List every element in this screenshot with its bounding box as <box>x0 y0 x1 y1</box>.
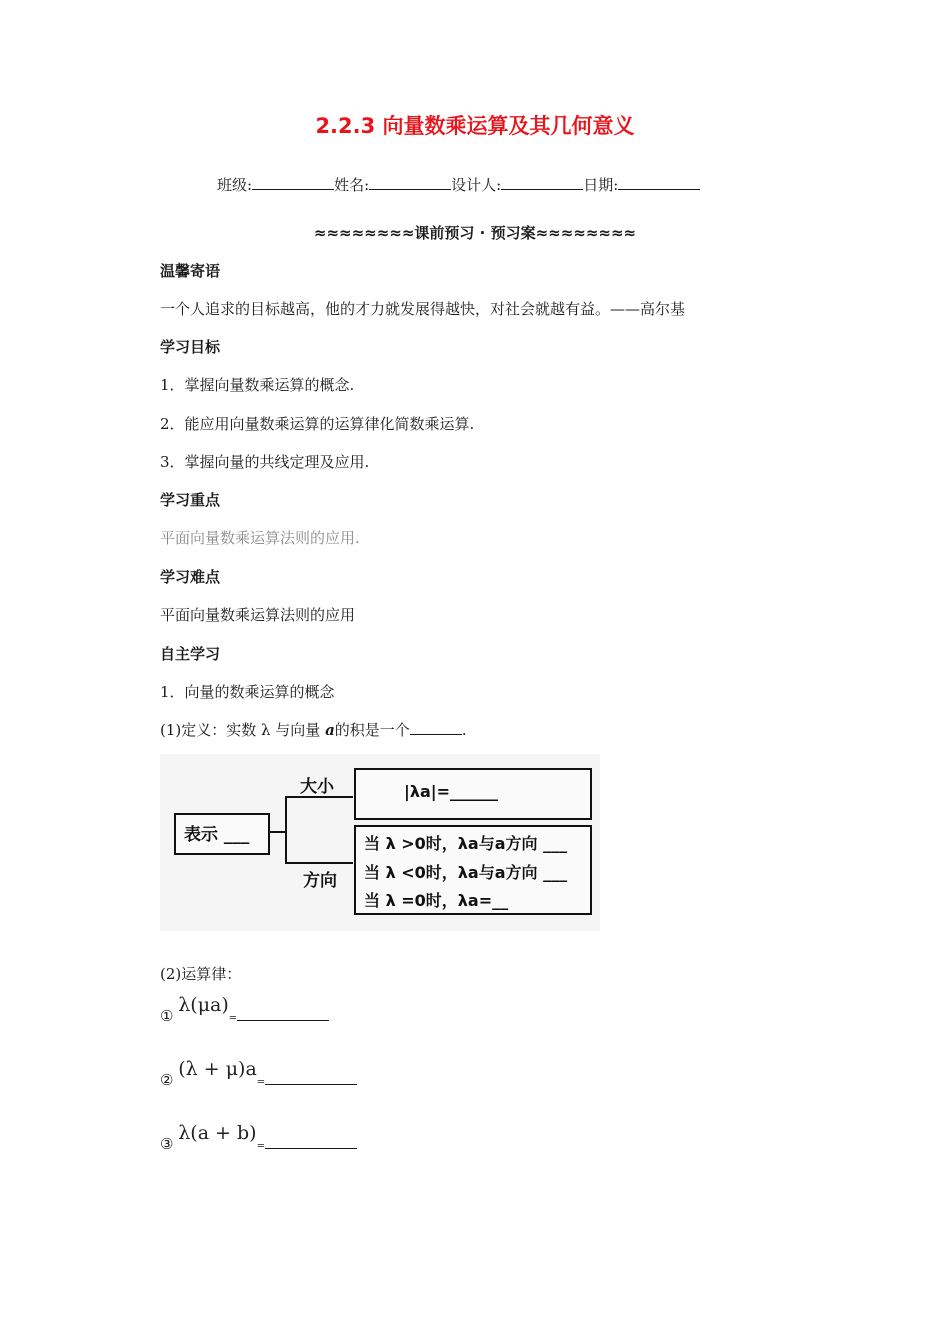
section-banner: ≈≈≈≈≈≈≈≈课前预习 · 预习案≈≈≈≈≈≈≈≈ <box>313 224 637 242</box>
law-item-2 <box>160 1058 357 1090</box>
law-expr-3: λ(a + b) <box>178 1122 257 1144</box>
definition-end: . <box>461 721 467 739</box>
connector-horizontal <box>268 831 286 833</box>
connector-vertical <box>285 796 287 864</box>
law-eq-2: = <box>256 1077 266 1088</box>
law-eq-3: = <box>256 1141 265 1152</box>
vector-a: a <box>325 721 335 739</box>
greeting-heading: 温馨寄语 <box>160 262 221 280</box>
greeting-text: 一个人追求的目标越高，他的才力就发展得越快，对社会就越有益。——高尔基 <box>160 300 686 318</box>
law-blank-3[interactable] <box>265 1134 357 1149</box>
direction-line-positive: 当 λ >0时，λa与a方向 ___ <box>364 834 568 853</box>
size-branch-label: 大小 <box>300 777 334 797</box>
designer-label: 设计人: <box>451 176 502 194</box>
law-item-1 <box>160 994 329 1026</box>
page-title: 2.2.3 向量数乘运算及其几何意义 <box>315 114 635 138</box>
goal-item-2: 2．能应用向量数乘运算的运算律化简数乘运算. <box>160 415 475 433</box>
definition-prefix: (1)定义：实数 λ 与向量 <box>160 721 326 739</box>
class-blank[interactable] <box>252 175 334 190</box>
designer-blank[interactable] <box>501 175 583 190</box>
definition-line <box>160 719 467 740</box>
root-label: 表示 ___ <box>184 825 250 845</box>
difficulty-text: 平面向量数乘运算法则的应用 <box>160 606 356 624</box>
law-expr-1: λ(μa) <box>178 994 229 1016</box>
law-marker-2: ② <box>160 1071 174 1089</box>
definition-suffix: 的积是一个 <box>334 721 410 739</box>
goal-item-1: 1．掌握向量数乘运算的概念. <box>160 376 355 394</box>
info-line <box>217 174 700 195</box>
difficulty-heading: 学习难点 <box>160 568 221 586</box>
direction-branch-label: 方向 <box>303 871 337 891</box>
direction-line-zero: 当 λ =0时，λa=__ <box>364 891 509 910</box>
connector-bottom <box>285 862 353 864</box>
law-marker-1: ① <box>160 1007 174 1025</box>
focus-text: 平面向量数乘运算法则的应用. <box>160 529 360 547</box>
date-label: 日期: <box>583 176 619 194</box>
direction-line-negative: 当 λ <0时，λa与a方向 ___ <box>364 863 568 882</box>
class-label: 班级: <box>217 176 253 194</box>
size-text: |λa|=______ <box>404 782 499 801</box>
law-blank-2[interactable] <box>265 1070 357 1085</box>
definition-blank[interactable] <box>410 720 462 735</box>
focus-heading: 学习重点 <box>160 491 221 509</box>
law-expr-2: (λ + μ)a <box>178 1058 257 1080</box>
law-marker-3: ③ <box>160 1135 174 1153</box>
name-blank[interactable] <box>369 175 451 190</box>
concept-item: 1．向量的数乘运算的概念 <box>160 683 335 701</box>
date-blank[interactable] <box>618 175 700 190</box>
scalar-multiplication-diagram <box>160 754 600 931</box>
self-study-heading: 自主学习 <box>160 645 221 663</box>
goals-heading: 学习目标 <box>160 338 221 356</box>
law-item-3 <box>160 1122 357 1154</box>
law-blank-1[interactable] <box>237 1006 329 1021</box>
name-label: 姓名: <box>334 176 370 194</box>
goal-item-3: 3．掌握向量的共线定理及应用. <box>160 453 370 471</box>
law-eq-1: = <box>228 1013 238 1024</box>
laws-heading: (2)运算律： <box>160 965 242 983</box>
